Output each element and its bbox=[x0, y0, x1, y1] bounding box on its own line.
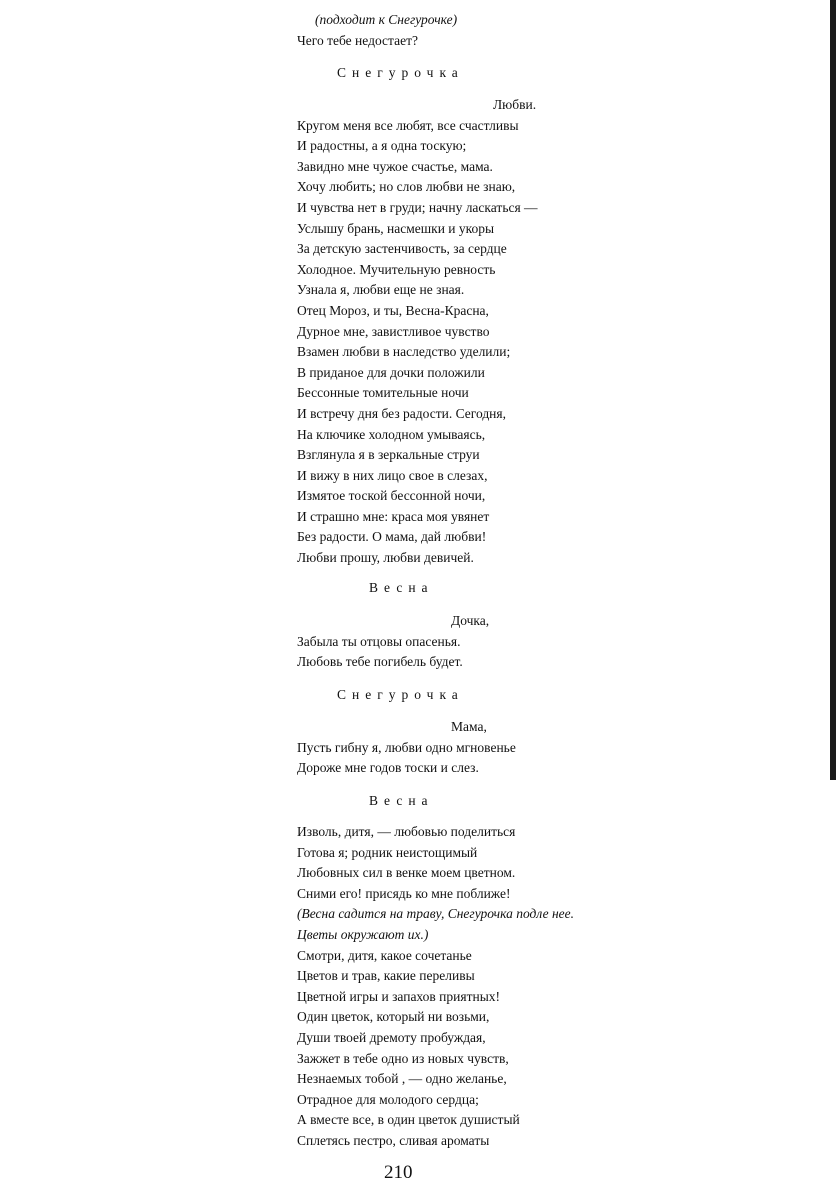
verse-line: За детскую застенчивость, за сердце bbox=[297, 241, 507, 257]
stage-direction: Цветы окружают их.) bbox=[297, 926, 429, 942]
speaker-name: Снегурочка bbox=[337, 65, 464, 80]
stage-direction: (Весна садится на траву, Снегурочка подле нее. bbox=[297, 906, 575, 922]
verse-block-4 bbox=[297, 822, 677, 1152]
speaker-name: Весна bbox=[369, 793, 434, 808]
speaker-vesna-1 bbox=[297, 578, 677, 599]
scan-edge-shadow bbox=[830, 0, 836, 780]
verse-line: Пусть гибну я, любви одно мгновенье bbox=[297, 739, 516, 755]
verse-line: Любви прошу, любви девичей. bbox=[297, 550, 474, 566]
speaker-snegurochka-2 bbox=[297, 685, 677, 706]
verse-line: Отец Мороз, и ты, Весна-Красна, bbox=[297, 302, 489, 318]
verse-line: И встречу дня без радости. Сегодня, bbox=[297, 405, 506, 421]
verse-line: И вижу в них лицо свое в слезах, bbox=[297, 467, 488, 483]
verse-line: Цветов и трав, какие переливы bbox=[297, 968, 475, 984]
verse-block-1 bbox=[297, 95, 677, 569]
verse-line: Холодное. Мучительную ревность bbox=[297, 261, 496, 277]
verse-reply: Дочка, bbox=[451, 613, 490, 628]
verse-line: Хочу любить; но слов любви не знаю, bbox=[297, 179, 516, 195]
verse-line: И радостны, а я одна тоскую; bbox=[297, 138, 467, 154]
page-text bbox=[297, 10, 677, 51]
verse-line: Любовных сил в венке моем цветном. bbox=[297, 865, 516, 881]
verse-block-2 bbox=[297, 611, 677, 673]
verse-line: Изволь, дитя, — любовью поделиться bbox=[297, 824, 516, 839]
verse-line: Забыла ты отцовы опасенья. bbox=[297, 633, 461, 649]
speaker-name: Снегурочка bbox=[337, 687, 464, 702]
verse-line: Сплетясь пестро, сливая ароматы bbox=[297, 1132, 490, 1148]
verse-line: Сними его! присядь ко мне поближе! bbox=[297, 885, 511, 901]
verse-line: На ключике холодном умываясь, bbox=[297, 426, 486, 442]
stage-direction: (подходит к Снегурочке) bbox=[315, 12, 458, 27]
verse-line: Без радости. О мама, дай любви! bbox=[297, 529, 487, 545]
speaker-vesna-2 bbox=[297, 791, 677, 812]
verse-line: Завидно мне чужое счастье, мама. bbox=[297, 158, 493, 174]
verse-line: Незнаемых тобой , — одно желанье, bbox=[297, 1071, 507, 1087]
verse-line: Готова я; родник неистощимый bbox=[297, 844, 478, 860]
verse-line: Любовь тебе погибель будет. bbox=[297, 654, 463, 670]
verse-block-3 bbox=[297, 717, 677, 779]
verse-line: Взглянула я в зеркальные струи bbox=[297, 447, 480, 463]
verse-reply: Любви. bbox=[493, 97, 537, 112]
verse-line: Узнала я, любви еще не зная. bbox=[297, 282, 465, 298]
verse-line: Цветной игры и запахов приятных! bbox=[297, 988, 501, 1004]
speaker-snegurochka-1 bbox=[297, 63, 677, 84]
verse-line: Один цветок, который ни возьми, bbox=[297, 1009, 490, 1025]
verse-line: Дороже мне годов тоски и слез. bbox=[297, 760, 479, 776]
verse-line: Измятое тоской бессонной ночи, bbox=[297, 488, 486, 504]
page-number: 210 bbox=[384, 1162, 413, 1183]
verse-line: И чувства нет в груди; начну ласкаться — bbox=[297, 199, 538, 215]
verse-line: Отрадное для молодого сердца; bbox=[297, 1091, 479, 1107]
verse-line: Кругом меня все любят, все счастливы bbox=[297, 117, 519, 133]
verse-line: Зажжет в тебе одно из новых чувств, bbox=[297, 1050, 509, 1066]
verse-line: Дурное мне, завистливое чувство bbox=[297, 323, 490, 339]
verse-line: Бессонные томительные ночи bbox=[297, 385, 469, 401]
verse-line: Чего тебе недостает? bbox=[297, 32, 418, 48]
verse-line: Души твоей дремоту пробуждая, bbox=[297, 1029, 486, 1045]
verse-line: А вместе все, в один цветок душистый bbox=[297, 1112, 520, 1128]
verse-line: И страшно мне: краса моя увянет bbox=[297, 508, 490, 524]
verse-reply: Мама, bbox=[451, 719, 487, 734]
verse-line: Услышу брань, насмешки и укоры bbox=[297, 220, 495, 236]
speaker-name: Весна bbox=[369, 580, 434, 595]
verse-line: Взамен любви в наследство уделили; bbox=[297, 344, 511, 360]
verse-line: В приданое для дочки положили bbox=[297, 364, 485, 380]
verse-line: Смотри, дитя, какое сочетанье bbox=[297, 947, 472, 963]
